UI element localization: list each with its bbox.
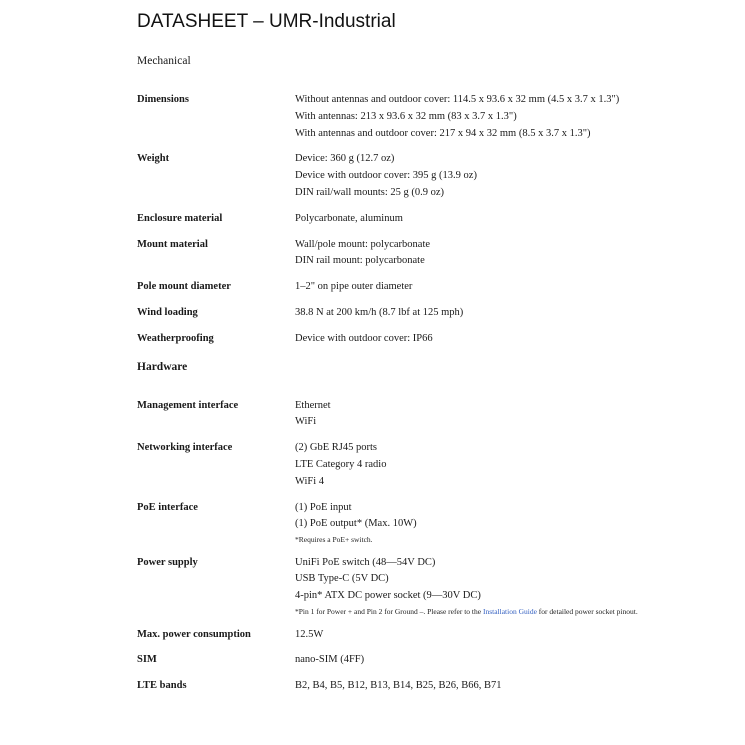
spec-row-power-supply (137, 555, 725, 618)
spec-label-weatherproofing: Weatherproofing (137, 332, 214, 344)
spec-value-line: Device: 360 g (12.7 oz) (295, 153, 395, 165)
spec-label-management-interface: Management interface (137, 399, 239, 411)
spec-row-dimensions (137, 92, 725, 142)
spec-value-line: Without antennas and outdoor cover: 114.5 x 93.6 x 32 mm (4.5 x 3.7 x 1.3") (295, 94, 620, 105)
footnote-text-pre: *Pin 1 for Power + and Pin 2 for Ground –. Please refer to the (295, 607, 483, 617)
spec-value-line: (1) PoE input (295, 501, 352, 513)
spec-value-line: (2) GbE RJ45 ports (295, 442, 377, 454)
spec-value-line: 1–2" on pipe outer diameter (295, 281, 413, 293)
page-title: DATASHEET – UMR-Industrial (137, 11, 396, 32)
section-mechanical (137, 54, 725, 348)
spec-value-line: (1) PoE output* (Max. 10W) (295, 518, 417, 530)
section-hardware (137, 360, 725, 695)
spec-label-networking-interface: Networking interface (137, 442, 233, 454)
spec-label-poe-interface: PoE interface (137, 501, 198, 513)
spec-value-poe-interface (295, 500, 725, 546)
spec-value-max-power-consumption (295, 627, 725, 644)
spec-value-line: Device with outdoor cover: 395 g (13.9 oz) (295, 170, 477, 182)
section-heading-mechanical: Mechanical (137, 55, 191, 67)
spec-value-line: With antennas and outdoor cover: 217 x 94 x 32 mm (8.5 x 3.7 x 1.3") (295, 127, 591, 139)
spec-row-weight (137, 151, 725, 201)
spec-value-line: Polycarbonate, aluminum (295, 212, 403, 224)
section-heading-hardware: Hardware (137, 360, 188, 373)
spec-label-lte-bands: LTE bands (137, 680, 187, 692)
spec-value-enclosure-material (295, 211, 725, 228)
spec-value-power-supply (295, 555, 725, 618)
spec-value-dimensions (295, 92, 725, 142)
power-supply-footnote (295, 606, 725, 618)
spec-label-enclosure-material: Enclosure material (137, 212, 223, 224)
footnote-text-post: for detailed power socket pinout. (536, 607, 638, 617)
spec-label-dimensions: Dimensions (137, 94, 189, 105)
spec-value-mount-material (295, 237, 725, 271)
spec-value-line: 12.5W (295, 628, 324, 640)
spec-value-line: nano-SIM (4FF) (295, 654, 365, 666)
spec-value-line: LTE Category 4 radio (295, 458, 387, 470)
spec-value-lte-bands (295, 678, 725, 695)
spec-label-weight: Weight (137, 153, 170, 165)
spec-value-line: WiFi (295, 416, 317, 428)
spec-row-sim (137, 652, 725, 669)
spec-value-line: USB Type-C (5V DC) (295, 573, 389, 585)
spec-value-line: WiFi 4 (295, 475, 325, 487)
spec-label-max-power-consumption: Max. power consumption (137, 628, 251, 640)
spec-row-wind-loading (137, 305, 725, 322)
spec-value-sim (295, 652, 725, 669)
spec-row-poe-interface (137, 500, 725, 546)
spec-value-line: Device with outdoor cover: IP66 (295, 332, 433, 344)
poe-footnote: *Requires a PoE+ switch. (295, 535, 373, 545)
spec-label-pole-mount-diameter: Pole mount diameter (137, 281, 231, 293)
spec-value-line: 4-pin* ATX DC power socket (9—30V DC) (295, 590, 481, 602)
spec-row-networking-interface (137, 440, 725, 490)
spec-row-enclosure-material (137, 211, 725, 228)
spec-value-management-interface (295, 398, 725, 432)
spec-value-line: B2, B4, B5, B12, B13, B14, B25, B26, B66, B71 (295, 680, 502, 692)
spec-value-weight (295, 151, 725, 201)
spec-value-line: 38.8 N at 200 km/h (8.7 lbf at 125 mph) (295, 306, 464, 318)
spec-value-line: Ethernet (295, 399, 331, 411)
spec-value-line: DIN rail/wall mounts: 25 g (0.9 oz) (295, 186, 445, 198)
spec-label-wind-loading: Wind loading (137, 306, 198, 318)
spec-value-line: With antennas: 213 x 93.6 x 32 mm (83 x 3.7 x 1.3") (295, 110, 517, 122)
spec-row-mount-material (137, 237, 725, 271)
spec-value-weatherproofing (295, 331, 725, 348)
spec-value-line: DIN rail mount: polycarbonate (295, 255, 425, 267)
spec-value-line: Wall/pole mount: polycarbonate (295, 238, 431, 250)
spec-value-wind-loading (295, 305, 725, 322)
spec-label-mount-material: Mount material (137, 238, 208, 250)
installation-guide-link[interactable]: Installation Guide (482, 607, 537, 617)
spec-row-max-power-consumption (137, 627, 725, 644)
spec-value-pole-mount-diameter (295, 279, 725, 296)
spec-row-management-interface (137, 398, 725, 432)
spec-row-weatherproofing (137, 331, 725, 348)
spec-value-networking-interface (295, 440, 725, 490)
spec-row-pole-mount-diameter (137, 279, 725, 296)
spec-value-line: UniFi PoE switch (48—54V DC) (295, 556, 436, 568)
spec-row-lte-bands (137, 678, 725, 695)
spec-label-power-supply: Power supply (137, 556, 198, 568)
spec-label-sim: SIM (137, 654, 157, 666)
